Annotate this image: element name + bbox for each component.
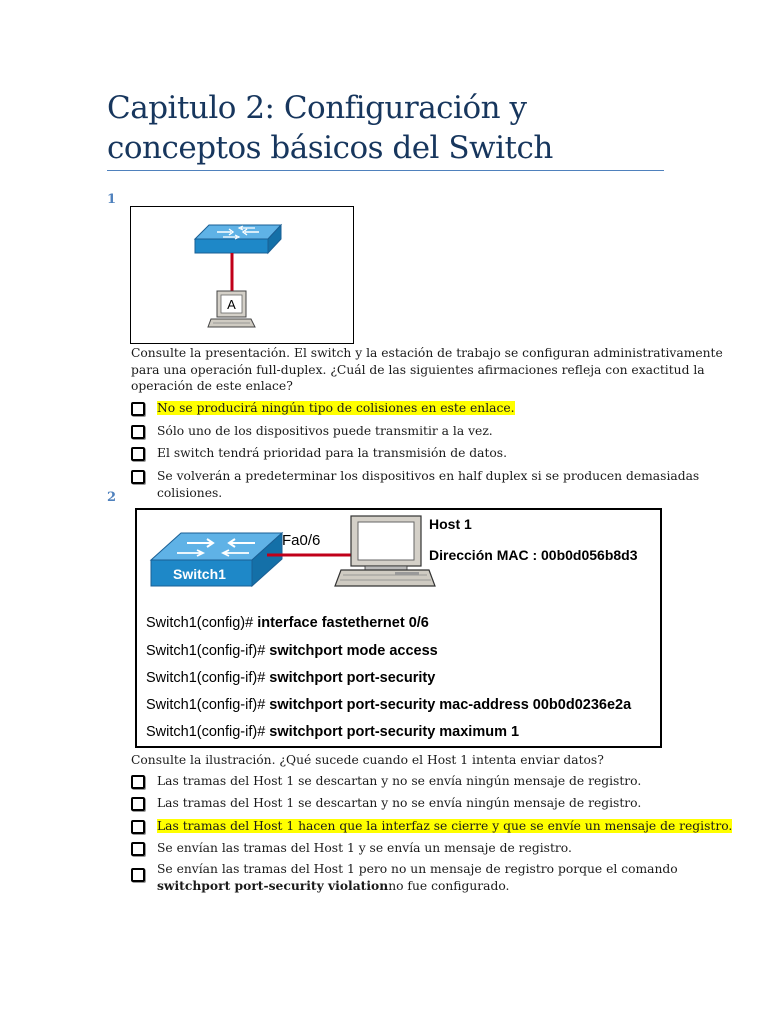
option-label: Las tramas del Host 1 se descartan y no se envía ningún mensaje de registro. (157, 774, 642, 788)
radio-button-icon[interactable] (131, 425, 145, 439)
question-1-option-1[interactable] (131, 400, 751, 417)
radio-button-icon[interactable] (131, 868, 145, 882)
radio-button-icon[interactable] (131, 447, 145, 461)
command-line-2: Switch1(config-if)# switchport mode access (146, 643, 438, 659)
host-label: Host 1 (429, 516, 472, 532)
computer-icon (335, 516, 435, 586)
question-2-prompt: Consulte la ilustración. ¿Qué sucede cuando el Host 1 intenta enviar datos? (131, 753, 604, 767)
question-1-prompt: Consulte la presentación. El switch y la estación de trabajo se configuran administrativamente para una operación full-duplex. ¿Cuál de las siguientes afirmaciones refleja con exactitud la operación de este enlace? (131, 346, 723, 393)
question-1-option-3[interactable] (131, 445, 751, 462)
question-2-option-4[interactable] (131, 840, 751, 857)
option-label: No se producirá ningún tipo de colisiones en este enlace. (157, 401, 515, 415)
question-2-option-3[interactable] (131, 818, 751, 835)
question-2-option-2[interactable] (131, 795, 751, 812)
radio-button-icon[interactable] (131, 820, 145, 834)
page-title: Capitulo 2: Configuración y conceptos básicos del Switch (107, 90, 553, 166)
radio-button-icon[interactable] (131, 775, 145, 789)
host-a-label: A (227, 297, 236, 312)
command-line-1: Switch1(config)# interface fastethernet 0/6 (146, 615, 429, 631)
switch-icon (195, 225, 281, 253)
radio-button-icon[interactable] (131, 470, 145, 484)
question-1-option-4[interactable] (131, 468, 751, 501)
title-divider (107, 170, 664, 171)
network-diagram-1 (131, 207, 353, 343)
question-2-number: 2 (107, 490, 117, 505)
switch-label: Switch1 (173, 566, 226, 582)
question-1-figure (130, 206, 354, 344)
option-label: Se envían las tramas del Host 1 y se envía un mensaje de registro. (157, 841, 572, 855)
radio-button-icon[interactable] (131, 402, 145, 416)
command-line-4: Switch1(config-if)# switchport port-security mac-address 00b0d0236e2a (146, 697, 632, 713)
command-line-3: Switch1(config-if)# switchport port-security (146, 670, 436, 686)
question-1-option-2[interactable] (131, 423, 751, 440)
option-label: Las tramas del Host 1 hacen que la interfaz se cierre y que se envíe un mensaje de registro. (157, 819, 733, 833)
option-label: Se envían las tramas del Host 1 pero no un mensaje de registro porque el comando switchport port-security violationno fue configurado. (157, 862, 678, 893)
option-label: Las tramas del Host 1 se descartan y no se envía ningún mensaje de registro. (157, 796, 642, 810)
radio-button-icon[interactable] (131, 842, 145, 856)
option-label: Se volverán a predeterminar los dispositivos en half duplex si se producen demasiadas colisiones. (157, 469, 700, 500)
question-2-option-5[interactable] (131, 861, 751, 894)
question-2-option-1[interactable] (131, 773, 751, 790)
port-label: Fa0/6 (282, 532, 321, 549)
question-2-figure (135, 508, 662, 748)
mac-address-label: Dirección MAC : 00b0d056b8d3 (429, 547, 638, 563)
network-diagram-2 (137, 510, 660, 746)
command-line-5: Switch1(config-if)# switchport port-security maximum 1 (146, 724, 520, 740)
option-label: Sólo uno de los dispositivos puede transmitir a la vez. (157, 424, 493, 438)
radio-button-icon[interactable] (131, 797, 145, 811)
option-label: El switch tendrá prioridad para la transmisión de datos. (157, 446, 508, 460)
question-1-number: 1 (107, 192, 117, 207)
